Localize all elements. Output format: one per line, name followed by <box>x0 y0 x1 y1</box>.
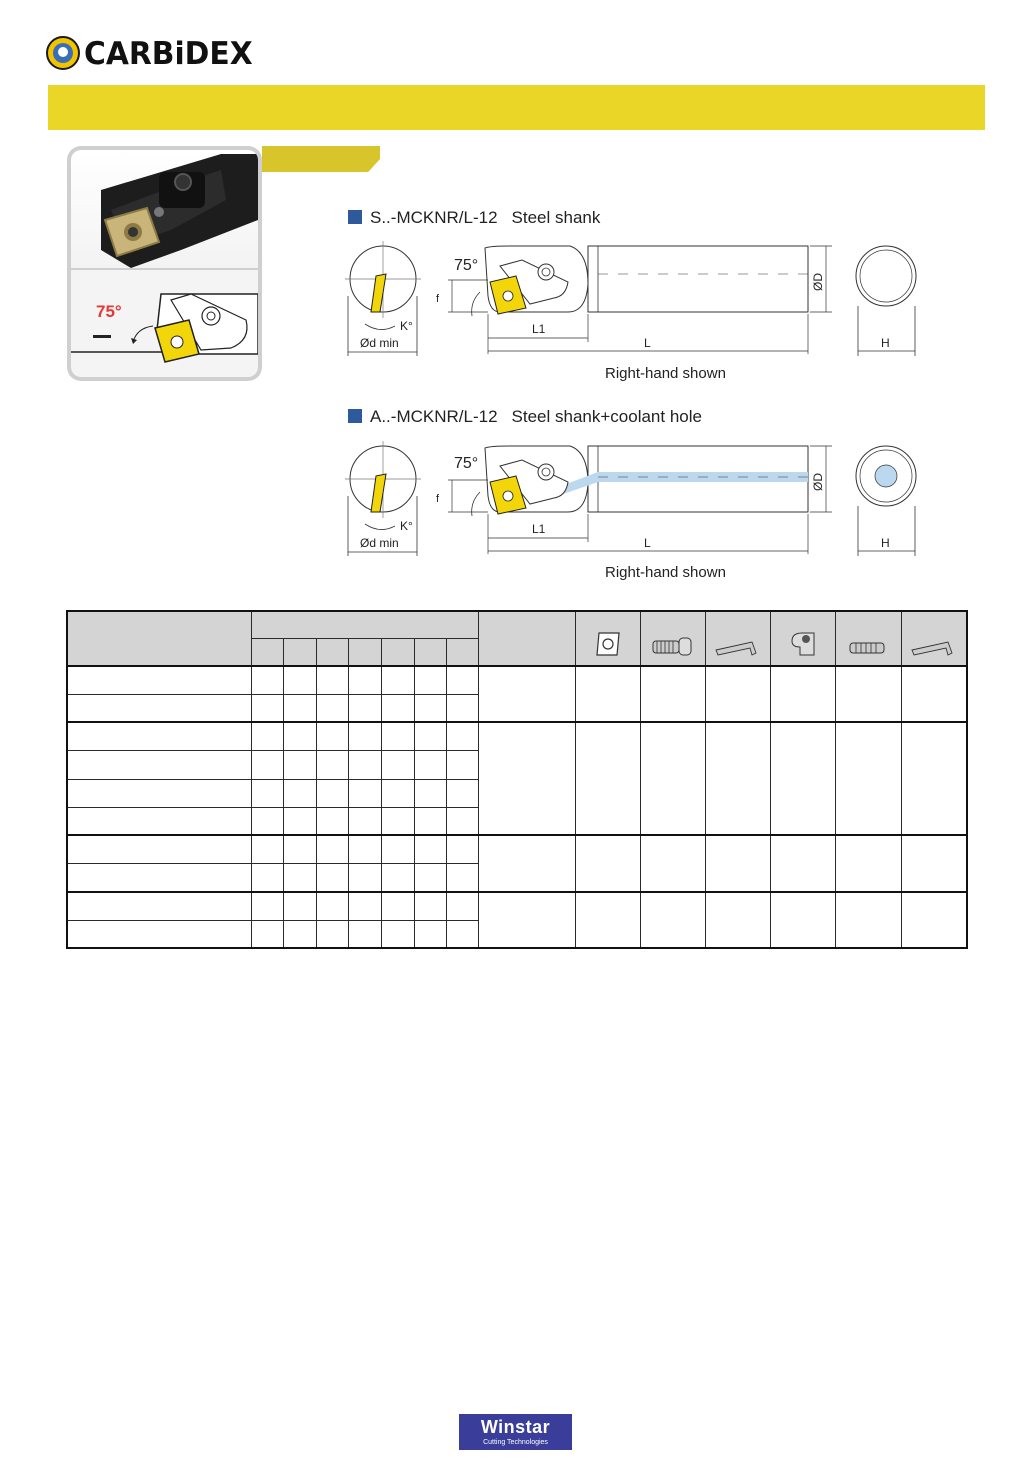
section-tab <box>262 146 380 172</box>
hex-key-icon <box>712 635 764 659</box>
svg-text:K°: K° <box>400 519 413 533</box>
table-row <box>67 666 967 694</box>
table-row <box>67 722 967 750</box>
svg-text:ØD: ØD <box>811 473 825 491</box>
header-clamp-icon <box>770 611 835 666</box>
svg-text:f: f <box>436 293 440 305</box>
hex-key-icon <box>908 635 960 659</box>
header-shim-screw-icon <box>640 611 705 666</box>
diagram-2-title: A..-MCKNR/L-12 Steel shank+coolant hole <box>348 407 702 427</box>
logo-wordmark: CARBiDEX <box>84 36 253 72</box>
clamp-icon <box>788 629 818 659</box>
header-designation <box>67 611 251 666</box>
svg-text:L1: L1 <box>532 522 546 536</box>
header-dimensions <box>251 611 478 638</box>
svg-text:Ød min: Ød min <box>360 336 399 350</box>
svg-text:Ød min: Ød min <box>360 536 399 550</box>
diagram-1-drawing <box>340 236 930 361</box>
table-row <box>67 835 967 863</box>
header-insert-icon <box>575 611 640 666</box>
bullet-square-icon <box>348 210 362 224</box>
product-photo-card <box>67 146 262 381</box>
svg-text:75°: 75° <box>454 257 479 274</box>
header-hex-key-icon <box>705 611 770 666</box>
title-banner <box>48 85 985 130</box>
clamp-screw-icon <box>846 637 890 659</box>
table-row <box>67 892 967 920</box>
svg-text:K°: K° <box>400 319 413 333</box>
diagram-1-caption: Right-hand shown <box>605 365 726 382</box>
diagram-1-title: S..-MCKNR/L-12 Steel shank <box>348 208 600 228</box>
boring-bar-photo <box>71 150 258 268</box>
svg-text:H: H <box>881 536 890 550</box>
bullet-square-icon <box>348 409 362 423</box>
svg-text:ØD: ØD <box>811 273 825 291</box>
svg-text:75°: 75° <box>454 455 479 472</box>
diagram-2-drawing <box>340 436 930 561</box>
header-clamp-screw-icon <box>835 611 901 666</box>
winstar-logo <box>459 1414 572 1450</box>
carbidex-logo <box>46 36 253 74</box>
diagram-2-caption: Right-hand shown <box>605 564 726 581</box>
svg-text:L: L <box>644 536 651 550</box>
footer-tagline: Cutting Technologies <box>483 1439 548 1446</box>
angle-illustration <box>71 270 258 377</box>
shim-screw-icon <box>649 633 697 659</box>
insert-icon <box>593 629 623 659</box>
spec-table <box>66 610 968 949</box>
svg-text:H: H <box>881 336 890 350</box>
svg-text:L: L <box>644 336 651 350</box>
header-hex-key-2-icon <box>901 611 967 666</box>
footer-brand: Winstar <box>480 1417 551 1437</box>
svg-text:f: f <box>436 493 440 505</box>
svg-text:L1: L1 <box>532 322 546 336</box>
photo-angle-label: 75° <box>96 302 122 321</box>
shark-emblem-icon <box>46 36 80 70</box>
header-insert <box>478 611 575 666</box>
